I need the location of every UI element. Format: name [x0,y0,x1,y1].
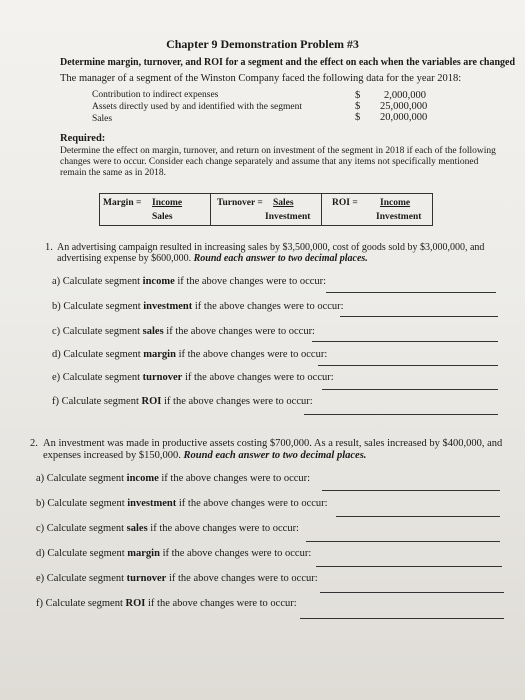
problem-text: expenses increased by $150,000. [43,450,184,461]
answer-blank[interactable] [340,316,498,317]
required-line: changes were to occur. Consider each change separately and assume that any items not specifically mentioned [60,157,479,167]
formula-margin [100,194,211,225]
formula-name: ROI = [332,198,358,208]
problem-text: advertising expense by $600,000. [57,253,194,264]
formula-name: Margin = [103,198,142,208]
required-line: Determine the effect on margin, turnover, and return on investment of the segment in 2018 if each of the following [60,146,496,156]
formula-roi [322,194,432,225]
formula-numerator: Income [152,198,183,208]
question-item: f) Calculate segment ROI if the above changes were to occur: [52,396,313,407]
answer-blank[interactable] [318,365,498,366]
data-row-dollar: $ [355,90,361,101]
question-item: d) Calculate segment margin if the above changes were to occur: [52,349,328,360]
question-item: c) Calculate segment sales if the above changes were to occur: [36,523,299,534]
question-item: f) Calculate segment ROI if the above changes were to occur: [36,598,297,609]
problem-instruction: Round each answer to two decimal places. [183,450,367,461]
question-item: e) Calculate segment turnover if the above changes were to occur: [52,372,334,383]
formula-denominator: Sales [152,212,173,222]
problem-text-line2 [57,253,368,264]
problem-text: An investment was made in productive assets costing $700,000. As a result, sales increased by $400,000, and [43,438,503,449]
problem-instruction: Round each answer to two decimal places. [193,253,368,264]
data-row-amount: 25,000,000 [380,101,428,112]
answer-blank[interactable] [322,490,500,491]
question-item: c) Calculate segment sales if the above changes were to occur: [52,326,315,337]
data-row-label: Contribution to indirect expenses [92,90,219,100]
question-item: a) Calculate segment income if the above changes were to occur: [52,276,327,287]
answer-blank[interactable] [320,592,504,593]
question-item: b) Calculate segment investment if the above changes were to occur: [52,301,344,312]
answer-blank[interactable] [300,618,504,619]
problem-number: 1. [45,242,53,253]
problem-text-line2 [43,450,366,461]
question-item: e) Calculate segment turnover if the above changes were to occur: [36,573,318,584]
formula-numerator: Income [380,198,411,208]
intro-heading: Determine margin, turnover, and ROI for a segment and the effect on each when the variables are changed [60,57,516,68]
answer-blank[interactable] [326,292,496,293]
question-item: d) Calculate segment margin if the above changes were to occur: [36,548,312,559]
problem-number: 2. [30,438,38,449]
answer-blank[interactable] [322,389,498,390]
required-line: remain the same as in 2018. [60,168,167,178]
page-title: Chapter 9 Demonstration Problem #3 [166,37,359,51]
question-item: b) Calculate segment investment if the above changes were to occur: [36,498,328,509]
answer-blank[interactable] [306,541,500,542]
problem-text: An advertising campaign resulted in increasing sales by $3,500,000, cost of goods sold by $3,000,000, and [57,242,485,253]
question-item: a) Calculate segment income if the above changes were to occur: [36,473,311,484]
data-row-amount: 2,000,000 [384,90,426,101]
required-label: Required: [60,133,106,144]
data-row-dollar: $ [355,112,361,123]
answer-blank[interactable] [304,414,498,415]
formula-numerator: Sales [273,198,294,208]
intro-text: The manager of a segment of the Winston Company faced the following data for the year 2018: [60,73,462,84]
data-row-amount: 20,000,000 [380,112,428,123]
formula-turnover [211,194,322,225]
formula-denominator: Investment [265,212,311,222]
data-row-label: Assets directly used by and identified with the segment [92,102,303,112]
formula-name: Turnover = [217,198,263,208]
formula-boxes [99,193,433,226]
data-row-label: Sales [92,114,113,124]
data-row-dollar: $ [355,101,361,112]
answer-blank[interactable] [316,566,502,567]
answer-blank[interactable] [336,516,500,517]
answer-blank[interactable] [312,341,498,342]
formula-denominator: Investment [376,212,422,222]
